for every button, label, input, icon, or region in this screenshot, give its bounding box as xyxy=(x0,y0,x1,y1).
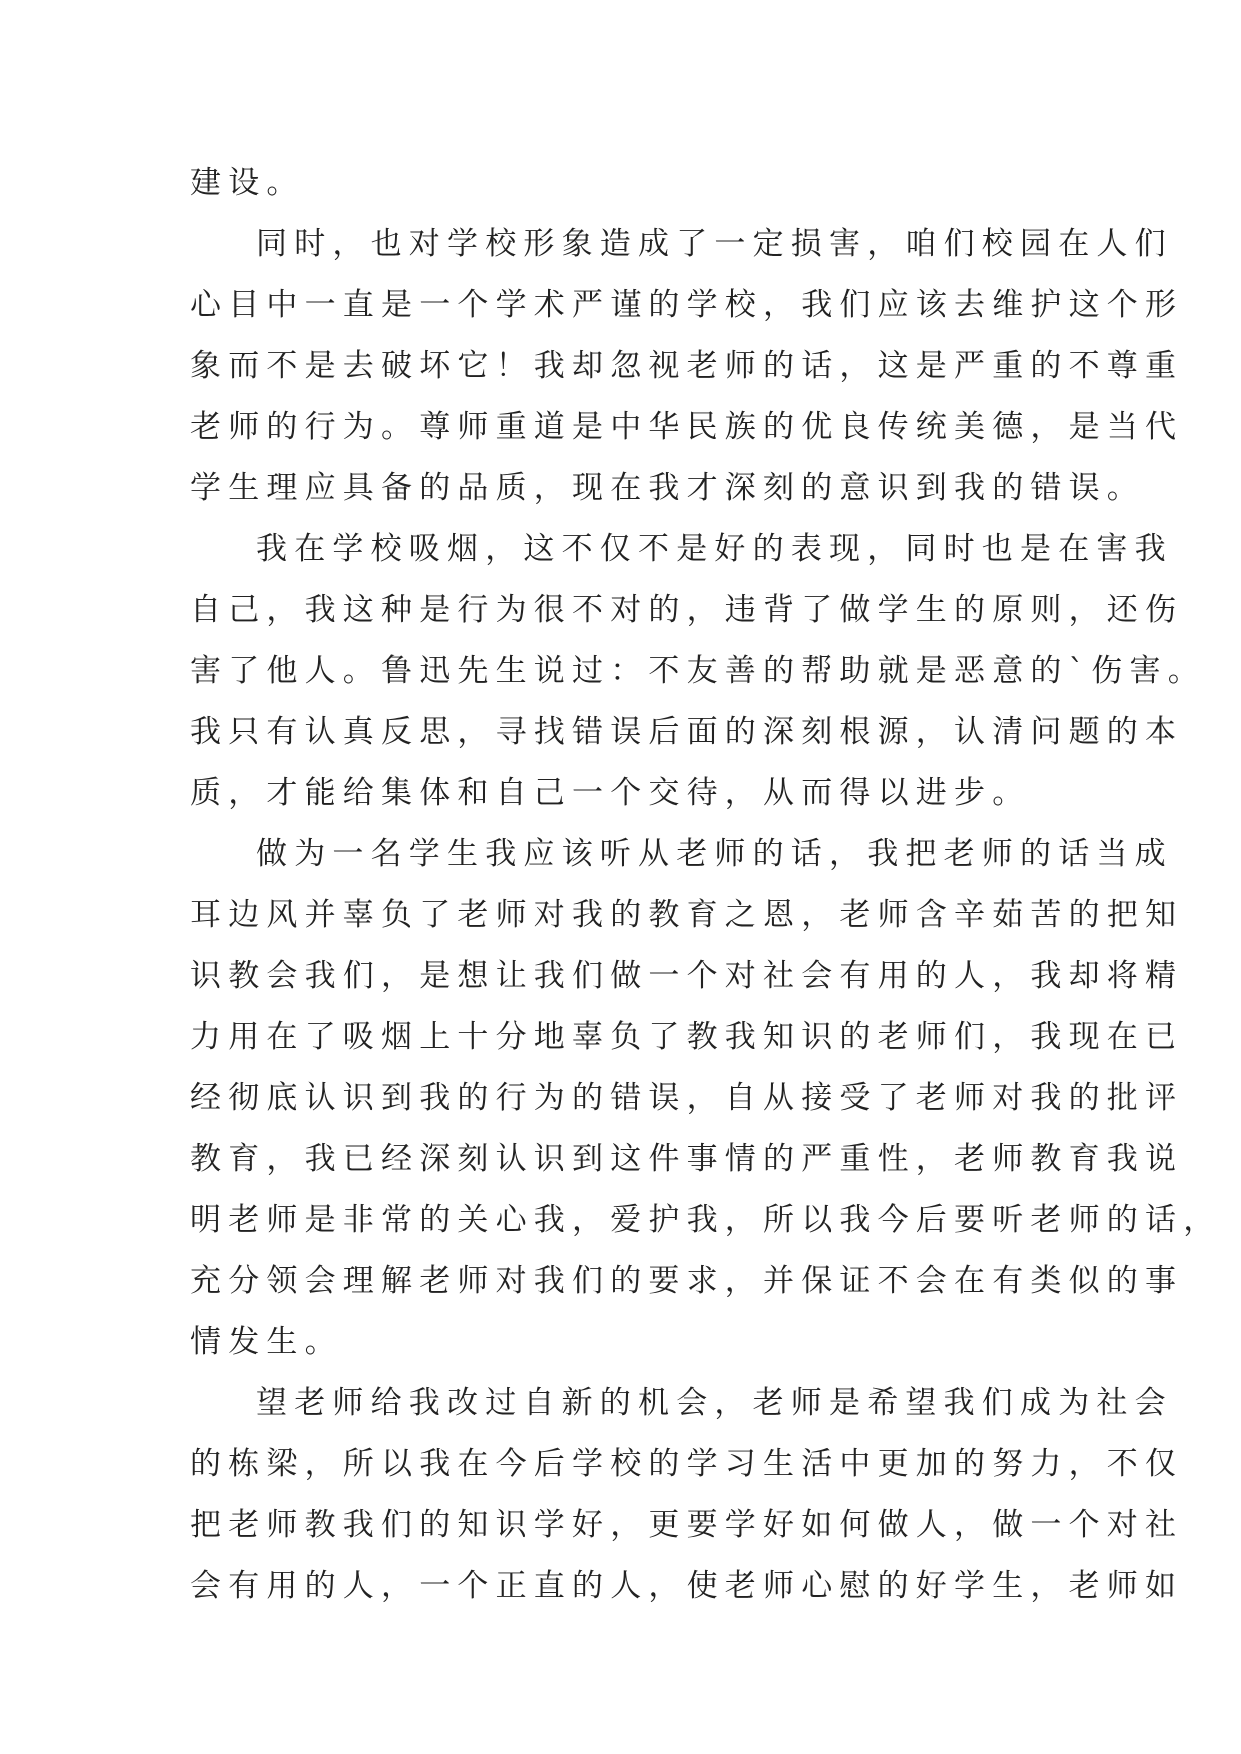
text-line: 把老师教我们的知识学好，更要学好如何做人，做一个对社 xyxy=(190,1507,1184,1543)
text-line: 害了他人。鲁迅先生说过：不友善的帮助就是恶意的`伤害。 xyxy=(190,653,1206,689)
text-line: 明老师是非常的关心我，爱护我，所以我今后要听老师的话， xyxy=(190,1202,1222,1238)
paragraph-start-line: 同时，也对学校形象造成了一定损害，咱们校园在人们 xyxy=(256,226,1173,262)
text-line: 教育，我已经深刻认识到这件事情的严重性，老师教育我说 xyxy=(190,1141,1184,1177)
text-line: 耳边风并辜负了老师对我的教育之恩，老师含辛茹苦的把知 xyxy=(190,897,1184,933)
text-line: 力用在了吸烟上十分地辜负了教我知识的老师们，我现在已 xyxy=(190,1019,1184,1055)
text-line: 识教会我们，是想让我们做一个对社会有用的人，我却将精 xyxy=(190,958,1184,994)
text-line: 建设。 xyxy=(190,165,305,201)
text-line: 会有用的人，一个正直的人，使老师心慰的好学生，老师如 xyxy=(190,1568,1184,1604)
paragraph-start-line: 望老师给我改过自新的机会，老师是希望我们成为社会 xyxy=(256,1385,1173,1421)
text-line: 充分领会理解老师对我们的要求，并保证不会在有类似的事 xyxy=(190,1263,1184,1299)
text-line: 经彻底认识到我的行为的错误，自从接受了老师对我的批评 xyxy=(190,1080,1184,1116)
text-line: 的栋梁，所以我在今后学校的学习生活中更加的努力，不仅 xyxy=(190,1446,1184,1482)
text-line: 学生理应具备的品质，现在我才深刻的意识到我的错误。 xyxy=(190,470,1145,506)
paragraph-start-line: 我在学校吸烟，这不仅不是好的表现，同时也是在害我 xyxy=(256,531,1173,567)
text-line: 自己，我这种是行为很不对的，违背了做学生的原则，还伤 xyxy=(190,592,1184,628)
text-line: 我只有认真反思，寻找错误后面的深刻根源，认清问题的本 xyxy=(190,714,1184,750)
text-line: 老师的行为。尊师重道是中华民族的优良传统美德，是当代 xyxy=(190,409,1184,445)
text-line: 心目中一直是一个学术严谨的学校，我们应该去维护这个形 xyxy=(190,287,1184,323)
text-line: 象而不是去破坏它！我却忽视老师的话，这是严重的不尊重 xyxy=(190,348,1184,384)
document-body xyxy=(190,153,1222,1617)
text-line: 质，才能给集体和自己一个交待，从而得以进步。 xyxy=(190,775,1031,811)
text-line: 情发生。 xyxy=(190,1324,343,1360)
paragraph-start-line: 做为一名学生我应该听从老师的话，我把老师的话当成 xyxy=(256,836,1173,872)
